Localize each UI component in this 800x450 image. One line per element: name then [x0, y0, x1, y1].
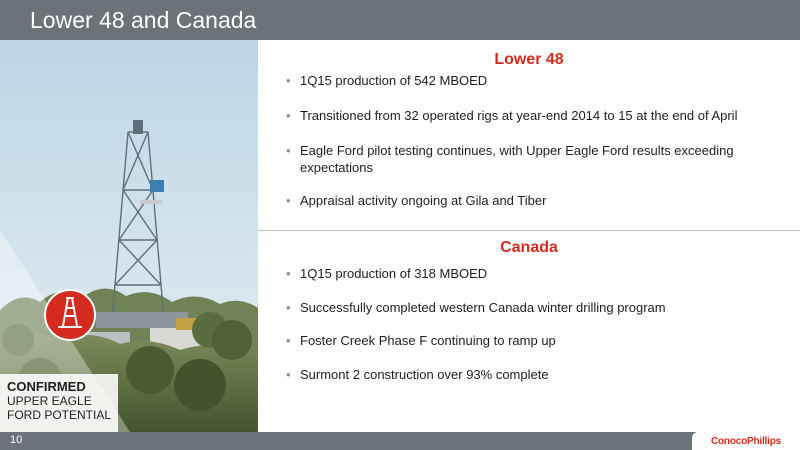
title-bar: [0, 0, 800, 40]
confirmed-callout: [0, 374, 118, 432]
callout-line-1: UPPER EAGLE: [7, 394, 92, 408]
list-item: • Appraisal activity ongoing at Gila and Tiber: [286, 192, 786, 209]
callout-line-2: FORD POTENTIAL: [7, 408, 112, 422]
page-number: 10: [10, 434, 23, 446]
callout-title: CONFIRMED: [7, 379, 86, 394]
lower48-heading: Lower 48: [494, 51, 564, 68]
rig-badge: [44, 289, 96, 341]
footer-bar: [0, 432, 800, 450]
list-item: • Foster Creek Phase F continuing to ramp up: [286, 332, 786, 349]
drilling-rig-icon: [55, 296, 85, 335]
slide-title: Lower 48 and Canada: [30, 7, 257, 33]
list-item: • 1Q15 production of 318 MBOED: [286, 265, 786, 282]
content-panel: [258, 40, 800, 432]
list-item: • Surmont 2 construction over 93% complete: [286, 366, 786, 383]
logo-text: ConocoPhillips: [711, 435, 781, 447]
section-divider: [258, 230, 800, 231]
company-logo: [692, 432, 800, 450]
list-item: • Eagle Ford pilot testing continues, with Upper Eagle Ford results exceeding expectations: [286, 142, 786, 176]
canada-heading: Canada: [500, 239, 558, 256]
list-item: • Transitioned from 32 operated rigs at year-end 2014 to 15 at the end of April: [286, 107, 786, 124]
list-item: • Successfully completed western Canada winter drilling program: [286, 299, 786, 316]
list-item: • 1Q15 production of 542 MBOED: [286, 72, 786, 89]
